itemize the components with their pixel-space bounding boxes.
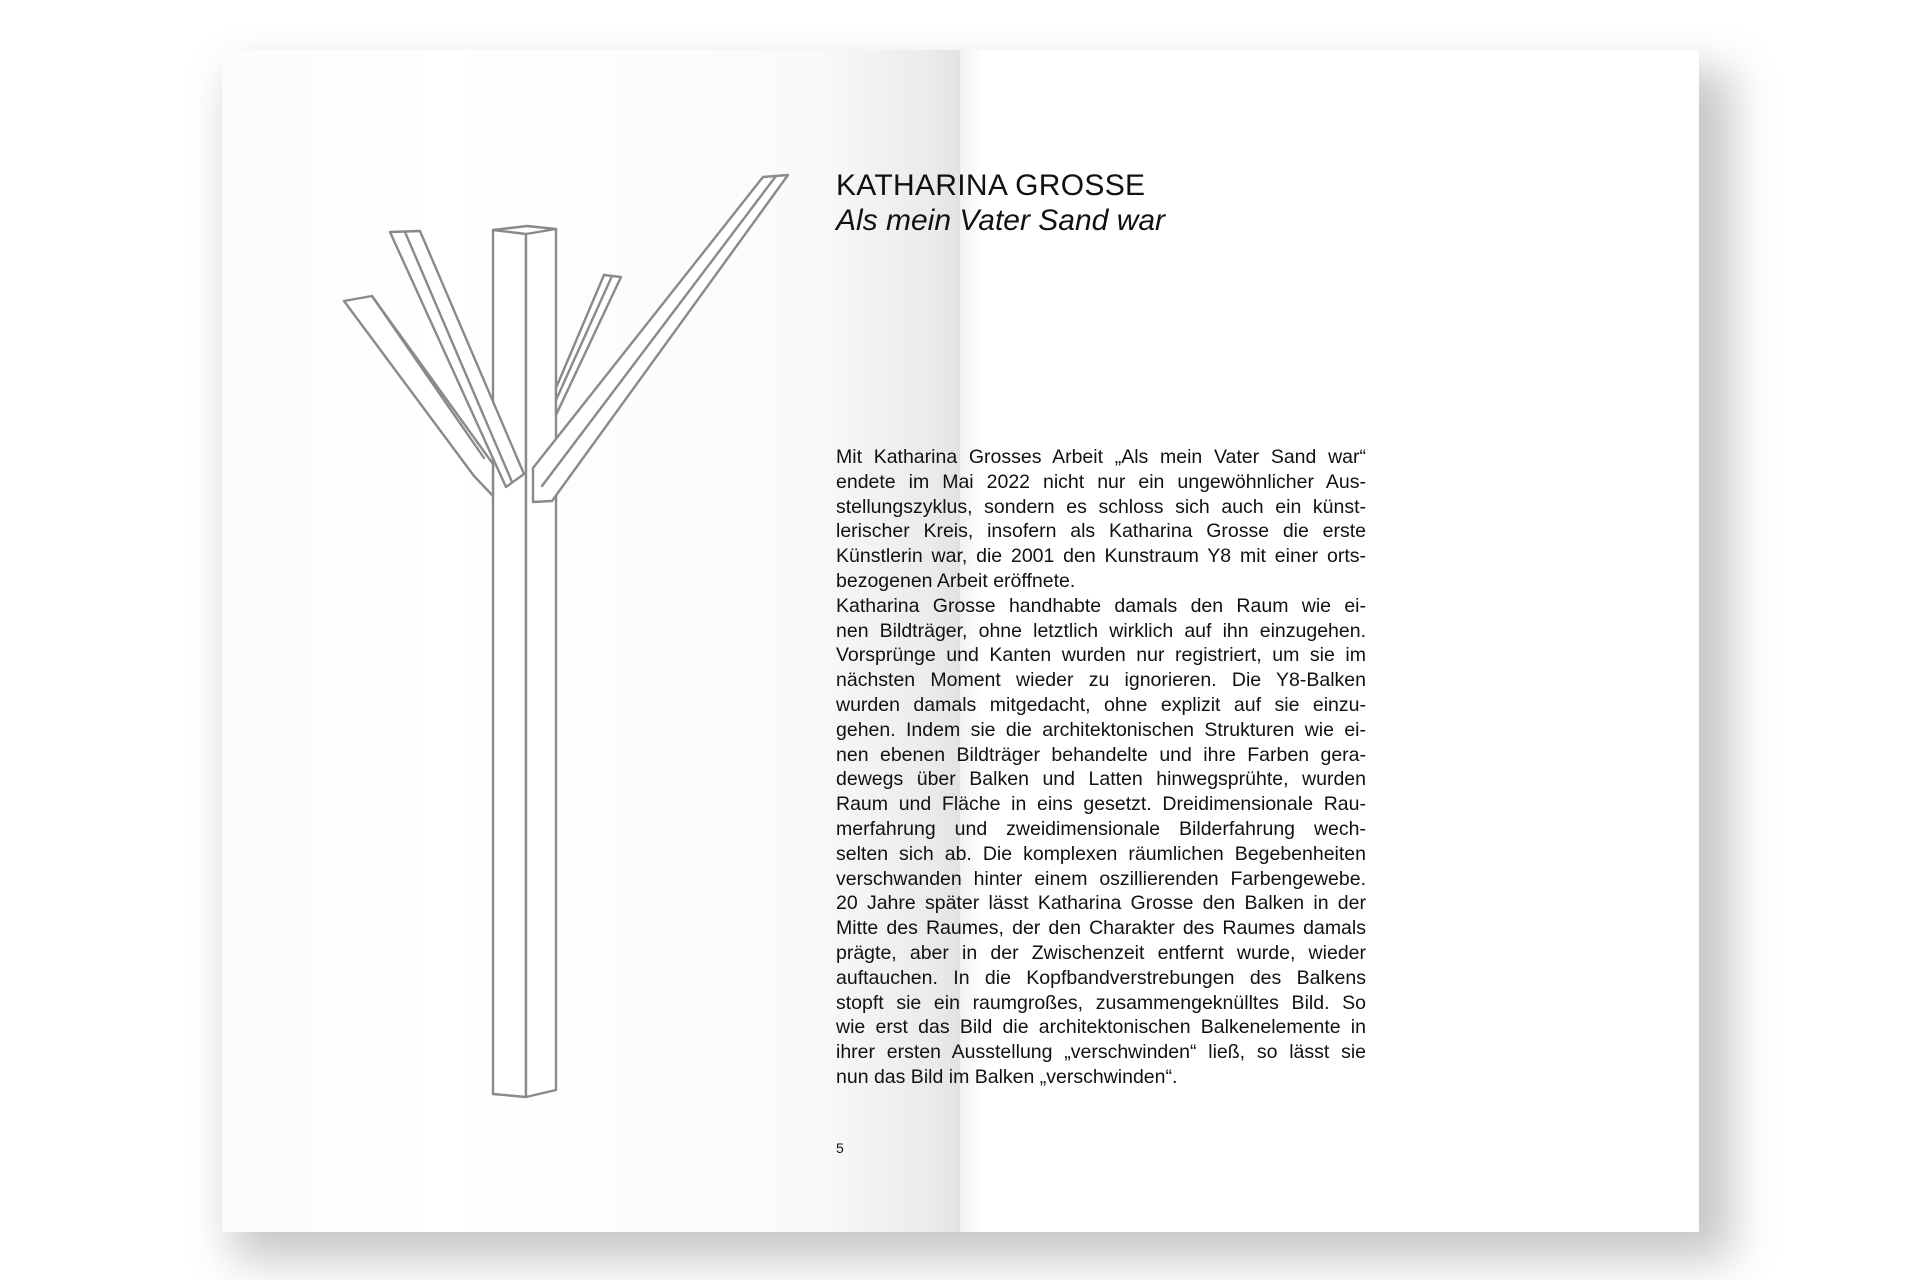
beam-top-edge-2 <box>527 226 556 229</box>
essay-heading <box>836 168 1165 238</box>
body-line: lerischer Kreis, insofern als Katharina Grosse die erste <box>836 520 1366 543</box>
body-line: Mit Katharina Grosses Arbeit „Als mein Vater Sand war“ <box>836 446 1366 468</box>
brace-large-right <box>533 175 788 502</box>
body-line: Raum und Fläche in eins gesetzt. Dreidimensionale Rau- <box>836 793 1366 816</box>
body-line: verschwanden hinter einem oszillierenden Farbengewebe. <box>836 867 1366 890</box>
body-line: selten sich ab. Die komplexen räumlichen Begebenheiten <box>836 842 1366 865</box>
work-title: Als mein Vater Sand war <box>836 204 1166 237</box>
body-line: nen Bildträger, ohne letztlich wirklich auf ihn einzugehen. <box>836 619 1366 642</box>
body-line: auftauchen. In die Kopfbandverstrebungen des Balkens <box>836 966 1366 989</box>
artist-name: KATHARINA GROSSE <box>836 169 1146 202</box>
page-number: 5 <box>836 1140 844 1156</box>
beam-side-face <box>526 229 556 1097</box>
body-line: ihrer ersten Ausstellung „verschwinden“ ließ, so lässt sie <box>836 1041 1366 1064</box>
body-line: prägte, aber in der Zwischenzeit entfernt wurde, wieder <box>836 941 1366 964</box>
body-line: nächsten Moment wieder zu ignorieren. Die Y8-Balken <box>836 669 1366 692</box>
body-line: nun das Bild im Balken „verschwinden“. <box>836 1065 1178 1088</box>
body-line: bezogenen Arbeit eröffnete. <box>836 569 1076 592</box>
beam-front-face <box>493 230 526 1097</box>
body-line: wie erst das Bild die architektonischen Balkenelemente in <box>836 1016 1366 1039</box>
body-line: Katharina Grosse handhabte damals den Raum wie ei- <box>836 594 1366 617</box>
brace-large-right-edge <box>542 176 776 486</box>
body-line: Mitte des Raumes, der den Charakter des Raumes damals <box>836 917 1366 940</box>
body-line: nen ebenen Bildträger behandelte und ihre Farben gera- <box>836 743 1366 766</box>
body-line: Vorsprünge und Kanten wurden nur registriert, um sie im <box>836 644 1366 667</box>
body-line: endete im Mai 2022 nicht nur ein ungewöhnlicher Aus- <box>836 470 1366 493</box>
body-line: 20 Jahre später lässt Katharina Grosse den Balken in der <box>836 892 1366 915</box>
body-line: stopft sie ein raumgroßes, zusammengeknülltes Bild. So <box>836 991 1366 1014</box>
body-line: stellungszyklus, sondern es schloss sich auch ein künst- <box>836 495 1366 518</box>
body-line: wurden damals mitgedacht, ohne explizit auf sie einzu- <box>836 693 1366 716</box>
body-line: merfahrung und zweidimensionale Bilderfahrung wech- <box>836 817 1366 840</box>
body-line: dewegs über Balken und Latten hinwegsprühte, wurden <box>836 768 1366 791</box>
body-line: gehen. Indem sie die architektonischen Strukturen wie ei- <box>836 718 1366 741</box>
body-line: Künstlerin war, die 2001 den Kunstraum Y8 mit einer orts- <box>836 545 1366 568</box>
essay-body <box>836 445 1366 1090</box>
beam-top-edge <box>493 226 527 230</box>
